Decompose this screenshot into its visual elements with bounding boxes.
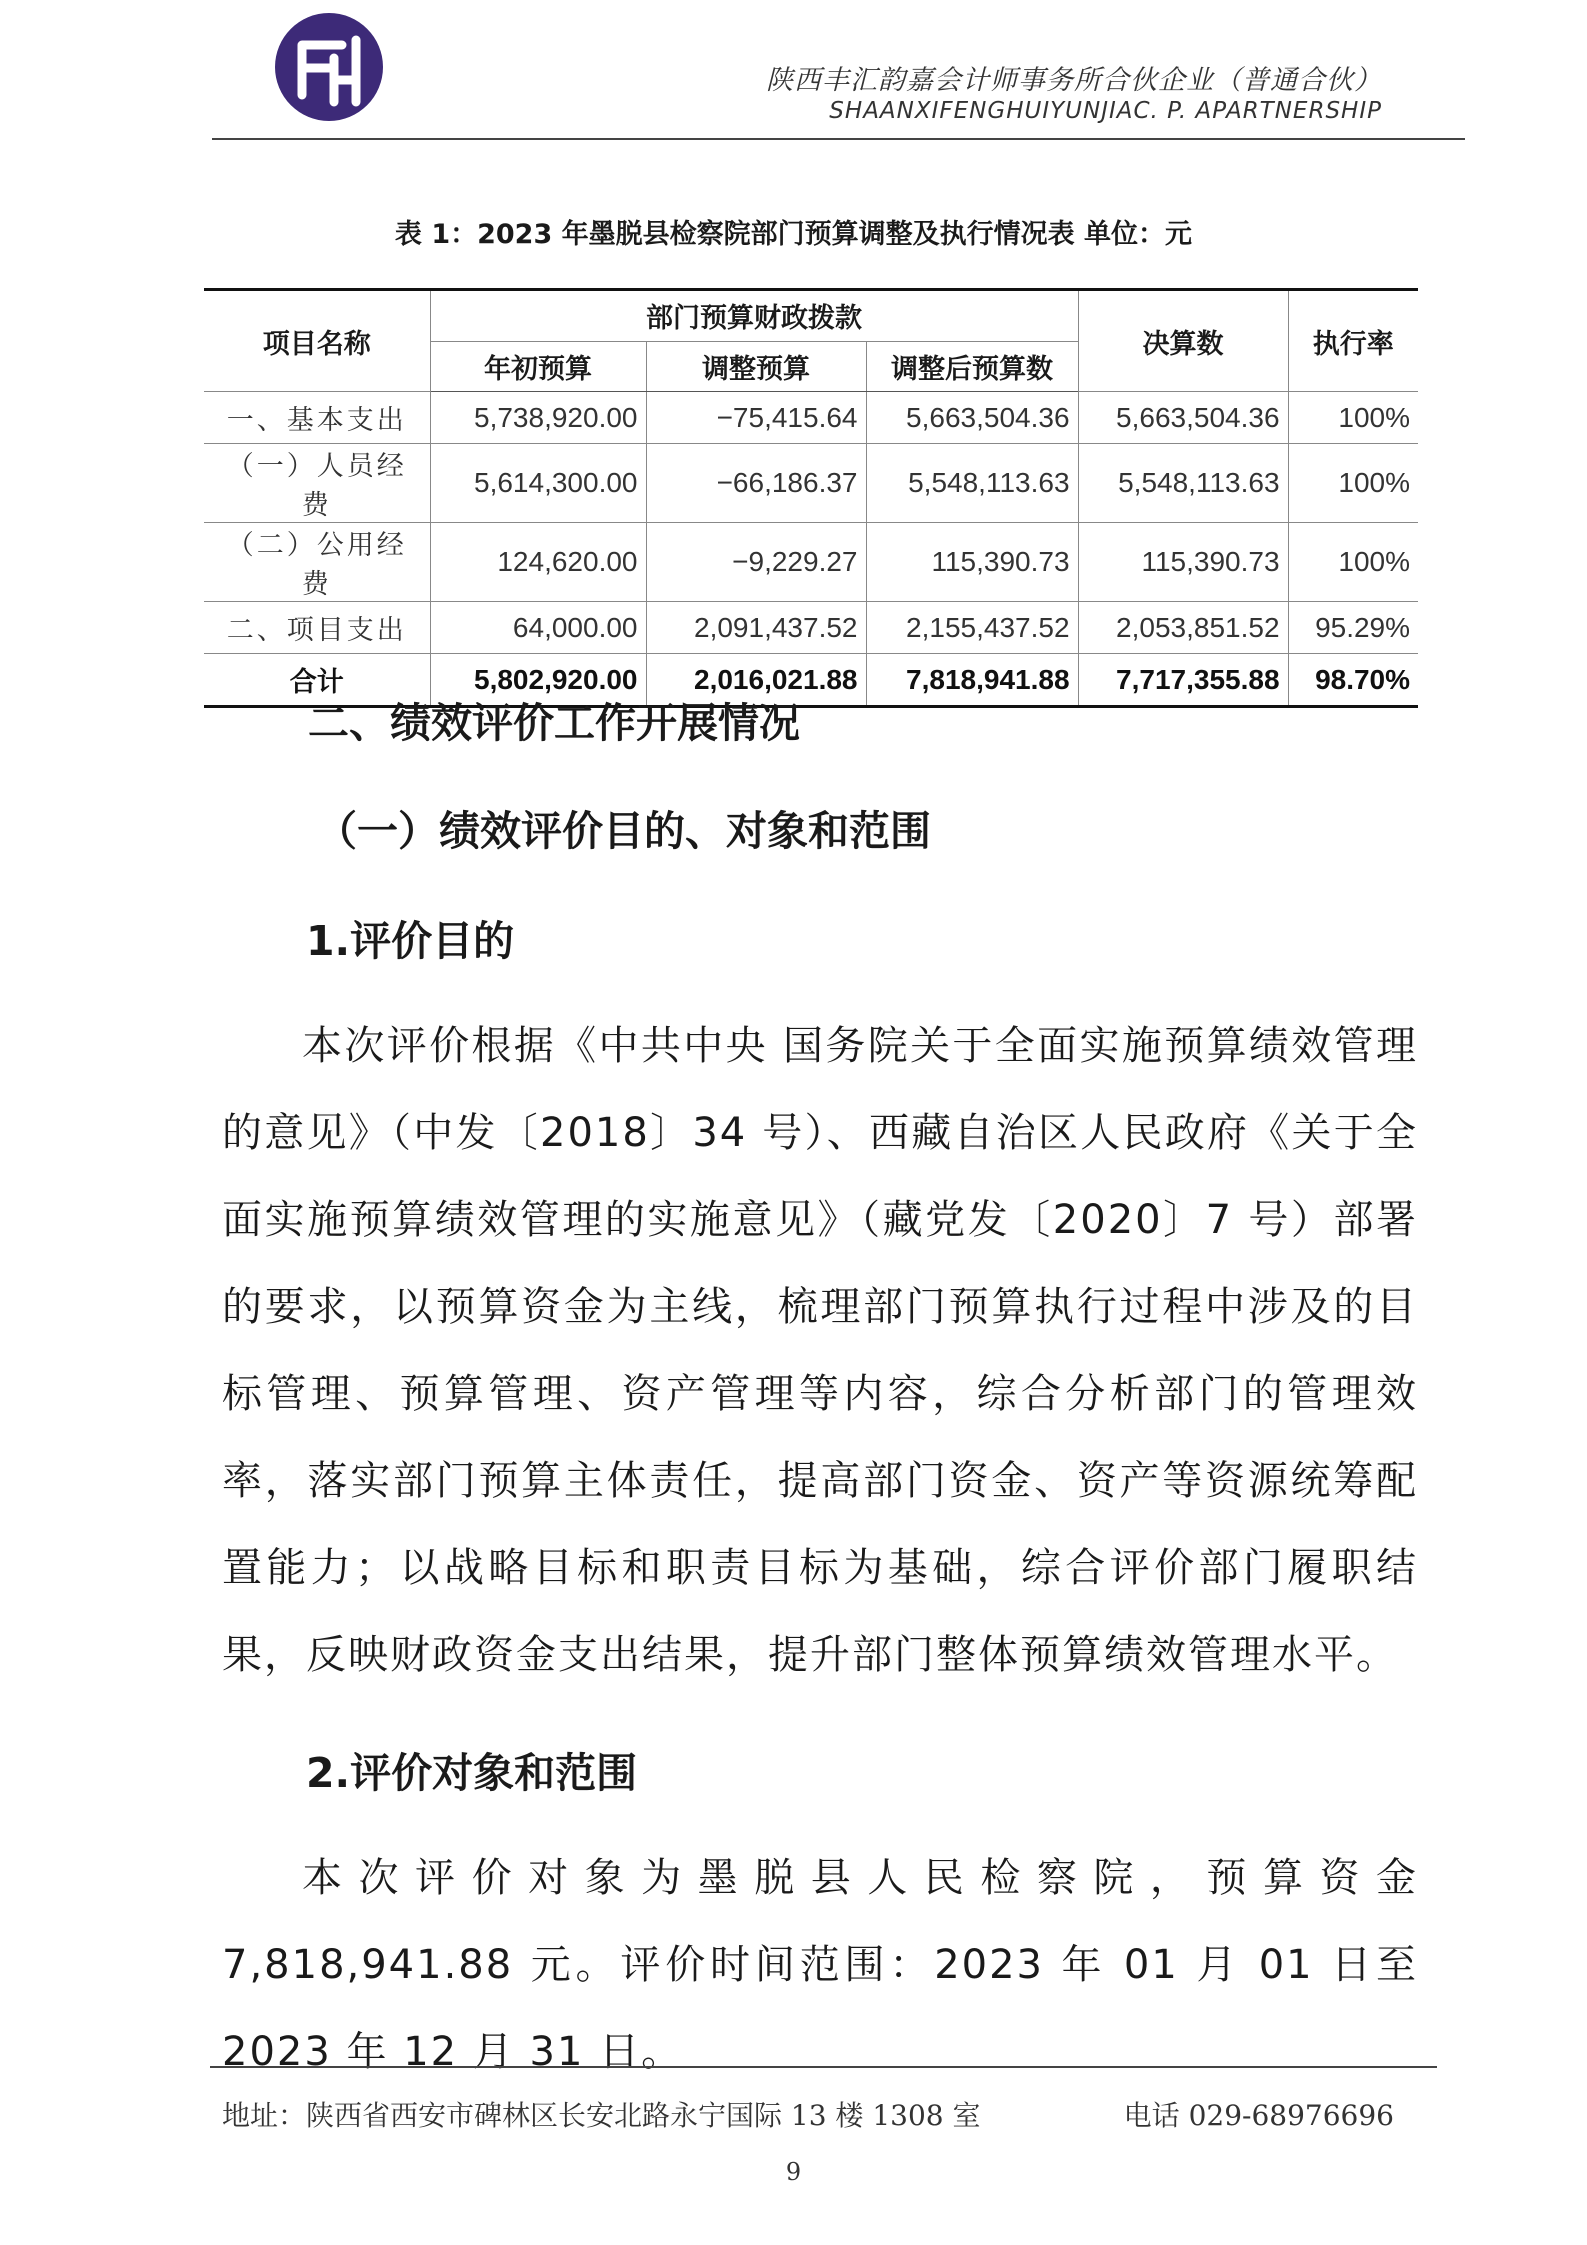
- footer-phone: 电话 029-68976696: [1123, 2099, 1394, 2132]
- row-name: （二）公用经费: [204, 523, 430, 602]
- row-final: 2,053,851.52: [1078, 602, 1288, 654]
- row-rate: 100%: [1288, 523, 1418, 602]
- row-adjust: 2,091,437.52: [646, 602, 866, 654]
- table-row: [204, 602, 1418, 654]
- paragraph-evaluation-purpose: 本次评价根据《中共中央 国务院关于全面实施预算绩效管理的意见》（中发〔2018〕34 号）、西藏自治区人民政府《关于全面实施预算绩效管理的实施意见》（藏党发〔2020〕7 号）部署的要求，以预算资金为主线，梳理部门预算执行过程中涉及的目标管理、预算管理、资产管理等内容，综合分析部门的管理效率，落实部门预算主体责任，提高部门资金、资产等资源统筹配置能力；以战略目标和职责目标为基础，综合评价部门履职结果，反映财政资金支出结果，提升部门整体预算绩效管理水平。: [222, 1023, 1418, 1678]
- company-logo-icon: [272, 10, 387, 125]
- row-adjust: −66,186.37: [646, 444, 866, 523]
- row-adjusted: 5,663,504.36: [866, 392, 1078, 444]
- row-adjust: 2,016,021.88: [646, 654, 866, 707]
- row-initial: 5,614,300.00: [430, 444, 646, 523]
- row-name: 一、基本支出: [204, 392, 430, 444]
- table-row: [204, 523, 1418, 602]
- row-name: 二、项目支出: [204, 602, 430, 654]
- row-rate: 100%: [1288, 392, 1418, 444]
- row-rate: 98.70%: [1288, 654, 1418, 707]
- row-final: 5,548,113.63: [1078, 444, 1288, 523]
- org-name-en: SHAANXIFENGHUIYUNJIAC. P. APARTNERSHIP: [829, 98, 1382, 124]
- row-rate: 95.29%: [1288, 602, 1418, 654]
- row-adjusted: 115,390.73: [866, 523, 1078, 602]
- row-initial: 5,802,920.00: [430, 654, 646, 707]
- row-rate: 100%: [1288, 444, 1418, 523]
- paragraph-evaluation-scope: 本次评价对象为墨脱县人民检察院，预算资金 7,818,941.88 元。评价时间范围：2023 年 01 月 01 日至 2023 年 12 月 31 日。: [222, 1855, 1418, 2075]
- table-row: [204, 444, 1418, 523]
- row-final: 5,663,504.36: [1078, 392, 1288, 444]
- footer-address: 地址：陕西省西安市碑林区长安北路永宁国际 13 楼 1308 室: [222, 2099, 981, 2132]
- row-initial: 124,620.00: [430, 523, 646, 602]
- table-row: [204, 392, 1418, 444]
- col-header-adjusted: 调整后预算数: [866, 341, 1078, 392]
- row-initial: 5,738,920.00: [430, 392, 646, 444]
- heading-evaluation-scope: 2.评价对象和范围: [306, 1749, 638, 1797]
- heading-evaluation-purpose: 1.评价目的: [306, 917, 515, 965]
- col-header-adjust: 调整预算: [646, 341, 866, 392]
- col-header-final: 决算数: [1078, 290, 1288, 392]
- row-initial: 64,000.00: [430, 602, 646, 654]
- budget-table: [204, 288, 1418, 708]
- table-caption: 表 1：2023 年墨脱县检察院部门预算调整及执行情况表 单位：元: [394, 219, 1193, 250]
- row-name: （一）人员经费: [204, 444, 430, 523]
- row-name: 合计: [204, 654, 430, 707]
- table-header-row: [204, 290, 1418, 342]
- header-divider: [212, 138, 1465, 140]
- page-number: 9: [785, 2158, 802, 2186]
- row-adjust: −75,415.64: [646, 392, 866, 444]
- subsection-heading: （一）绩效评价目的、对象和范围: [316, 807, 931, 855]
- section-heading: 二、绩效评价工作开展情况: [308, 699, 800, 747]
- row-adjusted: 5,548,113.63: [866, 444, 1078, 523]
- col-header-group: 部门预算财政拨款: [430, 290, 1078, 342]
- row-final: 7,717,355.88: [1078, 654, 1288, 707]
- org-name-cn: 陕西丰汇韵嘉会计师事务所合伙企业（普通合伙）: [766, 65, 1382, 96]
- col-header-rate: 执行率: [1288, 290, 1418, 392]
- col-header-name: 项目名称: [204, 290, 430, 392]
- row-adjusted: 2,155,437.52: [866, 602, 1078, 654]
- row-final: 115,390.73: [1078, 523, 1288, 602]
- col-header-initial: 年初预算: [430, 341, 646, 392]
- footer-divider: [210, 2066, 1437, 2068]
- row-adjusted: 7,818,941.88: [866, 654, 1078, 707]
- row-adjust: −9,229.27: [646, 523, 866, 602]
